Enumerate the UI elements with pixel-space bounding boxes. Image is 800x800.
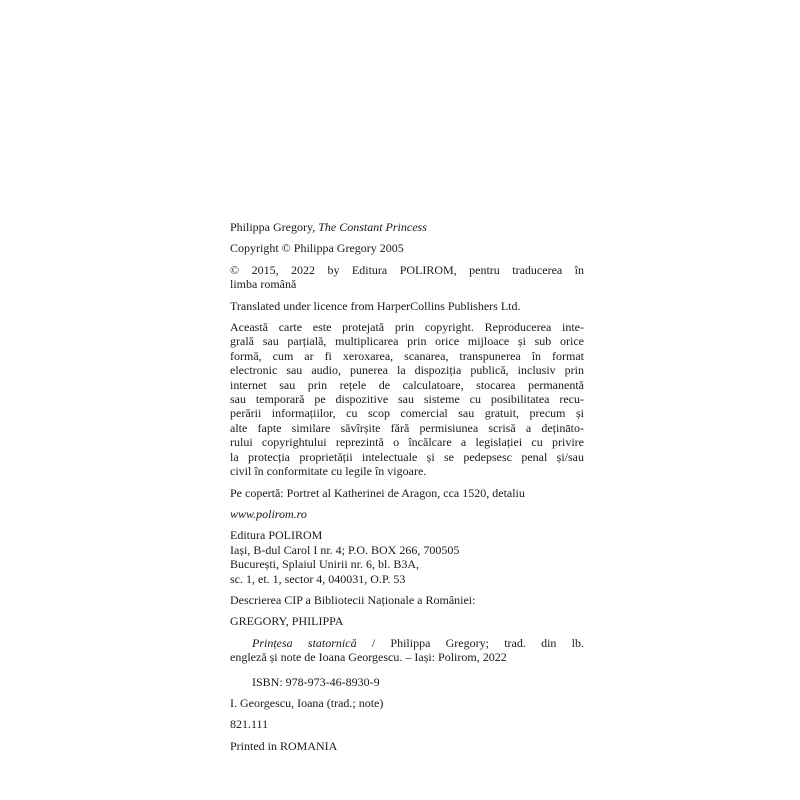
translator-entry: I. Georgescu, Ioana (trad.; note) — [230, 695, 384, 710]
copyright-translation — [230, 263, 584, 292]
paragraph-line: formă, cum ar fi xeroxarea, scanarea, transpunerea în format — [230, 348, 584, 363]
rights-paragraph — [230, 320, 584, 478]
copyright-page — [230, 220, 584, 753]
paragraph-line: perării informațiilor, cu scop comercial sau gratuit, precum și — [230, 406, 584, 421]
copyright-line: © 2015, 2022 by Editura POLIROM, pentru traducerea în — [230, 262, 584, 277]
author-name: Philippa Gregory, — [230, 220, 319, 234]
paragraph-line: Această carte este protejată prin copyright. Reproducerea inte- — [230, 320, 584, 335]
printed-in: Printed in ROMANIA — [230, 738, 338, 753]
paragraph-line: electronic sau audio, punerea la dispoziția publică, inclusiv prin — [230, 363, 584, 378]
address-line: sc. 1, et. 1, sector 4, 040031, O.P. 53 — [230, 571, 406, 586]
cip-line — [230, 636, 584, 650]
address-line: București, Splaiul Unirii nr. 6, bl. B3A, — [230, 557, 419, 572]
address-line: Editura POLIROM — [230, 528, 323, 543]
paragraph-line: sau temporară pe dispozitive sau sisteme cu posibilitatea recu- — [230, 392, 584, 407]
classification-code: 821.111 — [230, 717, 269, 732]
publisher-address — [230, 528, 584, 586]
address-line: Iași, B-dul Carol I nr. 4; P.O. BOX 266, 700505 — [230, 542, 460, 557]
paragraph-line: internet sau prin rețele de calculatoare, stocarea permanentă — [230, 377, 584, 392]
copyright-original: Copyright © Philippa Gregory 2005 — [230, 241, 404, 256]
cover-credit: Pe copertă: Portret al Katherinei de Aragon, cca 1520, detaliu — [230, 485, 525, 500]
cip-line: engleză și note de Ioana Georgescu. – Iași: Polirom, 2022 — [230, 650, 507, 665]
paragraph-line: la protecția proprietății intelectuale și se pedepsesc penal și/sau — [230, 449, 584, 464]
isbn: ISBN: 978-973-46-8930-9 — [252, 674, 380, 689]
website-row — [230, 507, 584, 521]
cip-title: Prințesa statornică — [252, 635, 357, 650]
cip-description — [230, 636, 584, 665]
cip-line-rest: / Philippa Gregory; trad. din lb. — [356, 635, 584, 650]
paragraph-line: rului copyrightului reprezintă o încălcare a legislației cu privire — [230, 435, 584, 450]
copyright-line: limba română — [230, 277, 297, 292]
paragraph-line: alte fapte similare săvîrșite fără permisiunea scrisă a dețināto- — [230, 420, 584, 435]
website-link[interactable]: www.polirom.ro — [230, 506, 307, 521]
paragraph-line: civil în conformitate cu legile în vigoare. — [230, 464, 427, 479]
cip-author: GREGORY, PHILIPPA — [230, 614, 344, 629]
original-title: The Constant Princess — [318, 220, 427, 234]
title-line — [230, 220, 584, 234]
licence-note: Translated under licence from HarperCollins Publishers Ltd. — [230, 298, 521, 313]
paragraph-line: grală sau parțială, multiplicarea prin orice mijloace și sub orice — [230, 334, 584, 349]
cip-heading: Descrierea CIP a Bibliotecii Naționale a României: — [230, 592, 476, 607]
